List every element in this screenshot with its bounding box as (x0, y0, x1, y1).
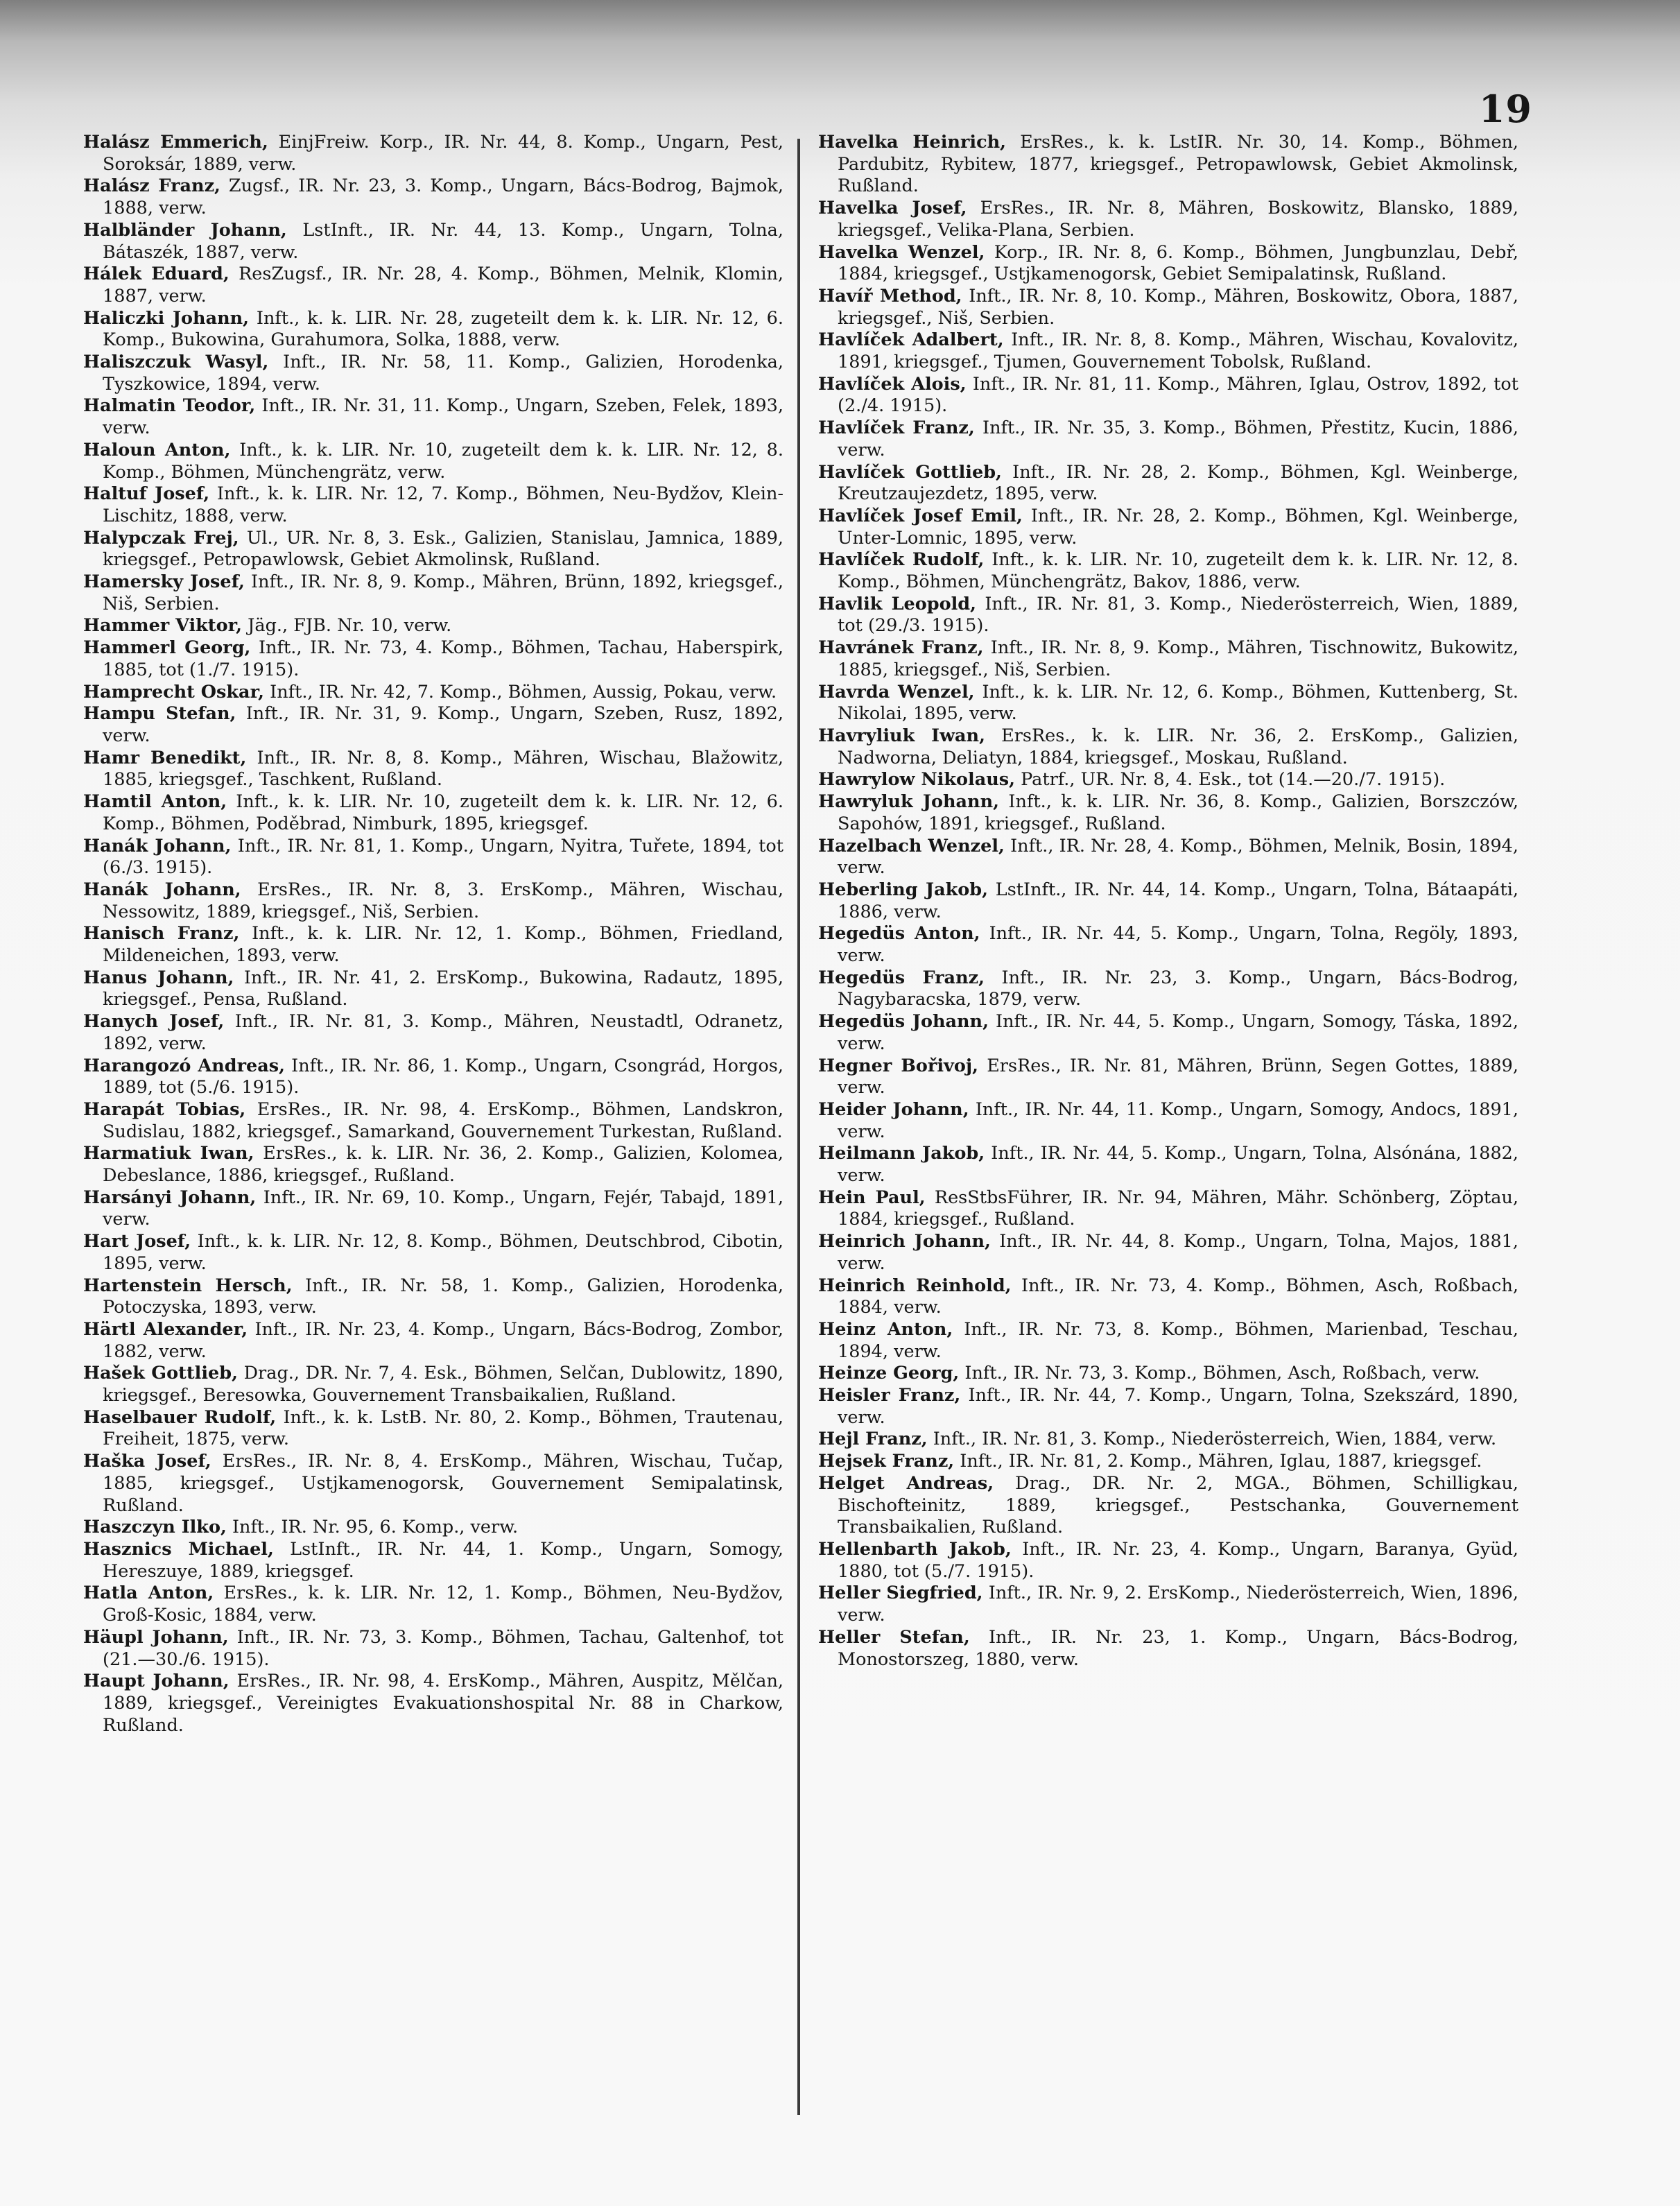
entry-name: Hanák Johann, (83, 879, 241, 900)
entry-details: Inft., k. k. LIR. Nr. 12, 1. Komp., Böhmen, Friedland, Mildeneichen, 1893, verw. (103, 923, 783, 967)
entry-details: Zugsf., IR. Nr. 23, 3. Komp., Ungarn, Bács-Bodrog, Bajmok, 1888, verw. (103, 175, 783, 219)
entry-name: Halbländer Johann, (83, 219, 287, 241)
entry-details: Inft., k. k. LIR. Nr. 12, 6. Komp., Böhmen, Kuttenberg, St. Nikolai, 1895, verw. (838, 681, 1518, 725)
entry-name: Havlíček Gottlieb, (818, 461, 1002, 483)
register-entry (818, 286, 1518, 329)
entry-details: Inft., IR. Nr. 23, 4. Komp., Ungarn, Baranya, Gyüd, 1880, tot (5./7. 1915). (838, 1539, 1518, 1582)
entry-name: Hegedüs Franz, (818, 967, 985, 988)
entry-name: Härtl Alexander, (83, 1318, 248, 1340)
register-entry (818, 836, 1518, 879)
entry-details: Inft., k. k. LIR. Nr. 36, 8. Komp., Galizien, Borszczów, Sapohów, 1891, kriegsgef., Rußland. (838, 791, 1518, 834)
register-entry (83, 1187, 783, 1231)
register-entry (83, 220, 783, 264)
entry-details: Inft., IR. Nr. 28, 2. Komp., Böhmen, Kgl. Weinberge, Unter-Lomnic, 1895, verw. (838, 505, 1519, 549)
register-entry (83, 1143, 783, 1187)
entry-details: Inft., IR. Nr. 81, 3. Komp., Niederösterreich, Wien, 1889, tot (29./3. 1915). (838, 593, 1518, 637)
register-entry (83, 615, 783, 637)
register-entry (818, 637, 1518, 681)
entry-name: Harapát Tobias, (83, 1098, 246, 1120)
entry-details: ErsRes., IR. Nr. 8, 3. ErsKomp., Mähren, Wischau, Nessowitz, 1889, kriegsgef., Niš, Serbien. (103, 879, 783, 922)
register-entry (818, 725, 1518, 769)
register-entry (83, 1231, 783, 1275)
register-entry (818, 1429, 1518, 1451)
entry-details: Inft., IR. Nr. 8, 10. Komp., Mähren, Boskowitz, Obora, 1887, kriegsgef., Niš, Serbien. (838, 285, 1518, 329)
entry-details: LstInft., IR. Nr. 44, 1. Komp., Ungarn, Somogy, Hereszuye, 1889, kriegsgef. (103, 1539, 784, 1582)
entry-name: Hein Paul, (818, 1187, 926, 1208)
register-entry (83, 1055, 783, 1099)
entry-details: Inft., IR. Nr. 8, 9. Komp., Mähren, Brünn, 1892, kriegsgef., Niš, Serbien. (103, 571, 783, 614)
page-number: 19 (1478, 87, 1532, 131)
entry-details: Inft., IR. Nr. 73, 3. Komp., Böhmen, Asch, Roßbach, verw. (959, 1363, 1480, 1384)
entry-name: Heinze Georg, (818, 1363, 960, 1384)
register-entry (83, 1319, 783, 1363)
entry-details: Inft., IR. Nr. 73, 4. Komp., Böhmen, Asch, Roßbach, 1884, verw. (838, 1275, 1518, 1318)
register-entry (818, 1275, 1518, 1319)
entry-details: Inft., IR. Nr. 44, 8. Komp., Ungarn, Tolna, Majos, 1881, verw. (838, 1231, 1518, 1274)
register-entry (83, 264, 783, 307)
register-entry (818, 791, 1518, 835)
entry-name: Hanák Johann, (83, 835, 232, 856)
entry-name: Hazelbach Wenzel, (818, 835, 1005, 856)
entry-details: Inft., IR. Nr. 81, 2. Komp., Mähren, Iglau, 1887, kriegsgef. (954, 1451, 1482, 1472)
register-entry (818, 506, 1518, 549)
entry-name: Halmatin Teodor, (83, 395, 256, 417)
entry-details: Inft., IR. Nr. 81, 1. Komp., Ungarn, Nyitra, Tuřete, 1894, tot (6./3. 1915). (103, 835, 783, 879)
entry-details: Inft., IR. Nr. 81, 11. Komp., Mähren, Iglau, Ostrov, 1892, tot (2./4. 1915). (838, 373, 1518, 417)
register-entry (818, 1099, 1518, 1143)
entry-details: Drag., DR. Nr. 2, MGA., Böhmen, Schilligkau, Bischofteinitz, 1889, kriegsgef., Pestschanka, Gouvernement Transbaikalien, Rußland. (838, 1472, 1518, 1538)
register-entry (818, 967, 1518, 1011)
entry-name: Hanych Josef, (83, 1011, 225, 1033)
entry-details: ErsRes., k. k. LstIR. Nr. 30, 14. Komp., Böhmen, Pardubitz, Rybitew, 1877, kriegsgef., Petropawlowsk, Gebiet Akmolinsk, Rußland. (838, 132, 1518, 197)
entry-details: Inft., IR. Nr. 31, 11. Komp., Ungarn, Szeben, Felek, 1893, verw. (103, 395, 783, 439)
register-entry (83, 1407, 783, 1451)
entry-name: Hegedüs Johann, (818, 1011, 989, 1033)
entry-details: Korp., IR. Nr. 8, 6. Komp., Böhmen, Jungbunzlau, Debř, 1884, kriegsgef., Ustjkamenogorsk, Gebiet Semipalatinsk, Rußland. (838, 241, 1518, 285)
entry-details: Inft., IR. Nr. 58, 1. Komp., Galizien, Horodenka, Potoczyska, 1893, verw. (103, 1275, 783, 1318)
entry-name: Heinz Anton, (818, 1318, 953, 1340)
entry-name: Heider Johann, (818, 1098, 969, 1120)
register-entry (83, 637, 783, 681)
entry-details: Inft., IR. Nr. 23, 1. Komp., Ungarn, Bács-Bodrog, Monostorszeg, 1880, verw. (838, 1626, 1518, 1670)
register-entry (83, 1451, 783, 1517)
entry-name: Haltuf Josef, (83, 483, 210, 505)
register-entry (818, 594, 1518, 637)
entry-details: Inft., IR. Nr. 28, 4. Komp., Böhmen, Melnik, Bosin, 1894, verw. (838, 835, 1518, 879)
register-entry (818, 769, 1518, 791)
entry-name: Häupl Johann, (83, 1626, 229, 1648)
register-entry (818, 1473, 1518, 1539)
register-entry (83, 923, 783, 967)
register-entry (83, 395, 783, 439)
entry-details: ErsRes., k. k. LIR. Nr. 36, 2. Komp., Galizien, Kolomea, Debeslance, 1886, kriegsgef., Rußland. (103, 1143, 783, 1187)
register-entry (818, 1627, 1518, 1671)
entry-details: ErsRes., k. k. LIR. Nr. 12, 1. Komp., Böhmen, Neu-Bydžov, Groß-Kosic, 1884, verw. (103, 1583, 783, 1626)
entry-name: Hart Josef, (83, 1231, 191, 1252)
entry-details: Inft., IR. Nr. 44, 7. Komp., Ungarn, Tolna, Szekszárd, 1890, verw. (838, 1385, 1518, 1428)
entry-name: Heinrich Johann, (818, 1231, 991, 1252)
register-entry (818, 462, 1518, 506)
register-entry (818, 1583, 1518, 1626)
register-entry (83, 967, 783, 1011)
entry-details: Inft., IR. Nr. 81, 3. Komp., Niederösterreich, Wien, 1884, verw. (927, 1429, 1497, 1450)
entry-details: Inft., IR. Nr. 73, 8. Komp., Böhmen, Marienbad, Teschau, 1894, verw. (838, 1318, 1518, 1362)
entry-name: Hamtil Anton, (83, 791, 227, 813)
entry-details: Inft., IR. Nr. 44, 5. Komp., Ungarn, Tolna, Alsónána, 1882, verw. (838, 1143, 1518, 1187)
entry-name: Halász Emmerich, (83, 132, 268, 153)
register-entry (83, 175, 783, 219)
entry-details: Inft., IR. Nr. 69, 10. Komp., Ungarn, Fejér, Tabajd, 1891, verw. (103, 1187, 784, 1230)
entry-name: Heberling Jakob, (818, 879, 989, 900)
entry-details: Inft., IR. Nr. 73, 4. Komp., Böhmen, Tachau, Haberspirk, 1885, tot (1./7. 1915). (103, 637, 783, 680)
entry-details: Inft., k. k. LIR. Nr. 12, 8. Komp., Böhmen, Deutschbrod, Cibotin, 1895, verw. (103, 1231, 783, 1274)
entry-details: Inft., IR. Nr. 41, 2. ErsKomp., Bukowina, Radautz, 1895, kriegsgef., Pensa, Rußland. (103, 967, 783, 1010)
entry-details: Inft., IR. Nr. 86, 1. Komp., Ungarn, Csongrád, Horgos, 1889, tot (5./6. 1915). (103, 1055, 783, 1098)
register-entry (818, 923, 1518, 967)
entry-details: ErsRes., IR. Nr. 98, 4. ErsKomp., Mähren, Auspitz, Mělčan, 1889, kriegsgef., Vereinigtes Evakuationshospital Nr. 88 in Charkow, Rußland. (103, 1671, 783, 1736)
register-entry (818, 1011, 1518, 1055)
register-entry (818, 1539, 1518, 1583)
register-entry (83, 571, 783, 615)
register-entry (83, 1275, 783, 1319)
entry-name: Hawrylow Nikolaus, (818, 769, 1015, 791)
entry-name: Havlíček Adalbert, (818, 329, 1004, 351)
entry-details: Inft., IR. Nr. 23, 4. Komp., Ungarn, Bács-Bodrog, Zombor, 1882, verw. (103, 1318, 783, 1362)
entry-details: Inft., IR. Nr. 95, 6. Komp., verw. (226, 1517, 519, 1538)
entry-name: Heller Stefan, (818, 1626, 970, 1648)
register-entry (83, 1583, 783, 1626)
register-entry (818, 1363, 1518, 1385)
entry-name: Hamprecht Oskar, (83, 681, 265, 703)
entry-name: Haliszczuk Wasyl, (83, 352, 269, 373)
entry-name: Heilmann Jakob, (818, 1143, 985, 1164)
register-entry (818, 682, 1518, 725)
entry-details: Inft., IR. Nr. 44, 5. Komp., Ungarn, Tolna, Regöly, 1893, verw. (838, 923, 1518, 967)
entry-details: Inft., IR. Nr. 44, 5. Komp., Ungarn, Somogy, Táska, 1892, verw. (838, 1011, 1518, 1054)
entry-name: Haupt Johann, (83, 1671, 230, 1692)
entry-name: Halypczak Frej, (83, 527, 239, 549)
register-entry (83, 1627, 783, 1671)
entry-details: Inft., IR. Nr. 35, 3. Komp., Böhmen, Přestitz, Kucin, 1886, verw. (838, 417, 1518, 460)
entry-name: Halász Franz, (83, 175, 220, 197)
register-entry (818, 132, 1518, 198)
entry-name: Hawryluk Johann, (818, 791, 999, 813)
register-entry (83, 1671, 783, 1737)
entry-name: Havryliuk Iwan, (818, 725, 985, 746)
register-entry (818, 242, 1518, 286)
entry-details: ErsRes., k. k. LIR. Nr. 36, 2. ErsKomp., Galizien, Nadworna, Deliatyn, 1884, kriegsgef., Moskau, Rußland. (838, 725, 1519, 768)
entry-name: Havelka Wenzel, (818, 241, 985, 263)
entry-name: Heinrich Reinhold, (818, 1275, 1012, 1296)
entry-details: Inft., k. k. LIR. Nr. 28, zugeteilt dem k. k. LIR. Nr. 12, 6. Komp., Bukowina, Gurahumora, Solka, 1888, verw. (103, 307, 784, 351)
entry-details: Inft., IR. Nr. 44, 11. Komp., Ungarn, Somogy, Andocs, 1891, verw. (838, 1098, 1518, 1142)
entry-name: Havlik Leopold, (818, 593, 976, 614)
entry-name: Havlíček Rudolf, (818, 549, 985, 571)
entry-details: Inft., k. k. LIR. Nr. 12, 7. Komp., Böhmen, Neu-Bydžov, Klein-Lischitz, 1888, verw. (103, 483, 783, 526)
register-entry (83, 748, 783, 791)
left-column (83, 132, 783, 1737)
entry-name: Hegner Bořivoj, (818, 1055, 978, 1076)
register-entry (818, 1055, 1518, 1099)
register-entry (83, 528, 783, 571)
register-entry (818, 1319, 1518, 1363)
entry-name: Haloun Anton, (83, 439, 231, 460)
entry-name: Haška Josef, (83, 1451, 211, 1472)
register-entry (818, 1187, 1518, 1231)
entry-name: Harmatiuk Iwan, (83, 1143, 254, 1164)
entry-details: Inft., IR. Nr. 42, 7. Komp., Böhmen, Aussig, Pokau, verw. (264, 681, 777, 703)
entry-name: Helget Andreas, (818, 1472, 994, 1494)
register-entry (83, 682, 783, 704)
entry-name: Havelka Josef, (818, 198, 967, 219)
entry-details: LstInft., IR. Nr. 44, 14. Komp., Ungarn, Tolna, Bátaapáti, 1886, verw. (838, 879, 1518, 922)
register-entry (83, 703, 783, 747)
entry-details: Jäg., FJB. Nr. 10, verw. (242, 615, 452, 637)
entry-details: Inft., k. k. LstB. Nr. 80, 2. Komp., Böhmen, Trautenau, Freiheit, 1875, verw. (103, 1406, 783, 1450)
entry-name: Heller Siegfried, (818, 1583, 983, 1604)
entry-name: Hejsek Franz, (818, 1451, 955, 1472)
register-entry (83, 440, 783, 483)
entry-details: Inft., IR. Nr. 23, 3. Komp., Ungarn, Bács-Bodrog, Nagybaracska, 1879, verw. (838, 967, 1518, 1010)
entry-details: Inft., IR. Nr. 81, 3. Komp., Mähren, Neustadtl, Odranetz, 1892, verw. (103, 1011, 784, 1054)
entry-details: Inft., IR. Nr. 8, 9. Komp., Mähren, Tischnowitz, Bukowitz, 1885, kriegsgef., Niš, Serbien. (838, 637, 1518, 680)
entry-name: Hammer Viktor, (83, 615, 243, 637)
register-entry (818, 374, 1518, 417)
register-entry (818, 1143, 1518, 1187)
entry-name: Havíř Method, (818, 285, 962, 307)
entry-details: Inft., IR. Nr. 28, 2. Komp., Böhmen, Kgl. Weinberge, Kreutzaujezdetz, 1895, verw. (838, 461, 1518, 505)
entry-details: Inft., IR. Nr. 58, 11. Komp., Galizien, Horodenka, Tyszkowice, 1894, verw. (103, 352, 783, 395)
entry-details: ErsRes., IR. Nr. 8, Mähren, Boskowitz, Blansko, 1889, kriegsgef., Velika-Plana, Serbien. (838, 198, 1518, 241)
entry-details: Ul., UR. Nr. 8, 3. Esk., Galizien, Stanislau, Jamnica, 1889, kriegsgef., Petropawlowsk, Gebiet Akmolinsk, Rußland. (103, 527, 783, 571)
entry-name: Heisler Franz, (818, 1385, 961, 1406)
entry-name: Hasznics Michael, (83, 1539, 274, 1560)
register-entry (83, 1363, 783, 1406)
register-entry (83, 483, 783, 527)
entry-details: Inft., k. k. LIR. Nr. 10, zugeteilt dem k. k. LIR. Nr. 12, 6. Komp., Böhmen, Poděbrad, Nimburk, 1895, kriegsgef. (103, 791, 783, 834)
entry-name: Hampu Stefan, (83, 703, 236, 725)
entry-details: LstInft., IR. Nr. 44, 13. Komp., Ungarn, Tolna, Bátaszék, 1887, verw. (103, 219, 783, 263)
register-entry (83, 132, 783, 175)
register-entry (83, 1011, 783, 1055)
entry-details: ErsRes., IR. Nr. 98, 4. ErsKomp., Böhmen, Landskron, Sudislau, 1882, kriegsgef., Samarkand, Gouvernement Turkestan, Rußland. (103, 1098, 783, 1142)
entry-details: ErsRes., IR. Nr. 8, 4. ErsKomp., Mähren, Wischau, Tučap, 1885, kriegsgef., Ustjkamenogorsk, Gouvernement Semipalatinsk, Rußland. (103, 1451, 783, 1516)
entry-details: Patrf., UR. Nr. 8, 4. Esk., tot (14.—20./7. 1915). (1015, 769, 1446, 791)
entry-details: Inft., IR. Nr. 9, 2. ErsKomp., Niederösterreich, Wien, 1896, verw. (838, 1583, 1518, 1626)
entry-name: Hartenstein Hersch, (83, 1275, 293, 1296)
register-entry (818, 329, 1518, 373)
register-entry (83, 1517, 783, 1539)
register-entry (818, 417, 1518, 461)
entry-name: Hejl Franz, (818, 1429, 928, 1450)
entry-details: Inft., IR. Nr. 73, 3. Komp., Böhmen, Tachau, Galtenhof, tot (21.—30./6. 1915). (103, 1626, 783, 1670)
right-column (818, 132, 1518, 1671)
register-entry (83, 1099, 783, 1143)
entry-details: Inft., k. k. LIR. Nr. 10, zugeteilt dem k. k. LIR. Nr. 12, 8. Komp., Böhmen, Münchengrätz, verw. (103, 439, 783, 483)
entry-name: Havelka Heinrich, (818, 132, 1007, 153)
entry-name: Havlíček Franz, (818, 417, 975, 439)
entry-name: Hamersky Josef, (83, 571, 245, 593)
register-entry (818, 1451, 1518, 1473)
entry-name: Havránek Franz, (818, 637, 984, 659)
entry-name: Hašek Gottlieb, (83, 1363, 238, 1384)
entry-name: Havrda Wenzel, (818, 681, 975, 703)
entry-details: ResZugsf., IR. Nr. 28, 4. Komp., Böhmen, Melnik, Klomin, 1887, verw. (103, 264, 783, 307)
entry-details: ResStbsFührer, IR. Nr. 94, Mähren, Mähr. Schönberg, Zöptau, 1884, kriegsgef., Rußland. (838, 1187, 1519, 1230)
entry-name: Havlíček Alois, (818, 373, 967, 395)
entry-name: Haszczyn Ilko, (83, 1517, 227, 1538)
entry-name: Hálek Eduard, (83, 264, 230, 285)
register-entry (83, 1539, 783, 1583)
register-entry (83, 308, 783, 352)
entry-details: Inft., IR. Nr. 8, 8. Komp., Mähren, Wischau, Blažowitz, 1885, kriegsgef., Taschkent, Rußland. (103, 747, 783, 791)
register-entry (83, 791, 783, 835)
entry-details: EinjFreiw. Korp., IR. Nr. 44, 8. Komp., Ungarn, Pest, Soroksár, 1889, verw. (103, 132, 784, 175)
register-entry (818, 879, 1518, 923)
entry-name: Havlíček Josef Emil, (818, 505, 1023, 526)
entry-name: Hanisch Franz, (83, 923, 240, 945)
register-entry (818, 1385, 1518, 1429)
entry-name: Hammerl Georg, (83, 637, 251, 659)
entry-name: Hatla Anton, (83, 1583, 214, 1604)
register-entry (83, 836, 783, 879)
register-entry (818, 549, 1518, 593)
register-entry (818, 1231, 1518, 1275)
entry-name: Harsányi Johann, (83, 1187, 257, 1208)
entry-details: Inft., IR. Nr. 31, 9. Komp., Ungarn, Szeben, Rusz, 1892, verw. (103, 703, 783, 746)
entry-name: Haselbauer Rudolf, (83, 1406, 277, 1428)
register-entry (83, 879, 783, 923)
entry-details: Drag., DR. Nr. 7, 4. Esk., Böhmen, Selčan, Dublowitz, 1890, kriegsgef., Beresowka, Gouvernement Transbaikalien, Rußland. (103, 1363, 784, 1406)
entry-name: Hamr Benedikt, (83, 747, 247, 768)
entry-name: Hellenbarth Jakob, (818, 1539, 1012, 1560)
entry-name: Haliczki Johann, (83, 307, 250, 329)
entry-details: ErsRes., IR. Nr. 81, Mähren, Brünn, Segen Gottes, 1889, verw. (838, 1055, 1518, 1098)
entry-details: Inft., IR. Nr. 8, 8. Komp., Mähren, Wischau, Kovalovitz, 1891, kriegsgef., Tjumen, Gouvernement Tobolsk, Rußland. (838, 329, 1518, 373)
column-divider (797, 139, 800, 2115)
register-entry (818, 198, 1518, 241)
entry-name: Harangozó Andreas, (83, 1055, 285, 1076)
entry-details: Inft., k. k. LIR. Nr. 10, zugeteilt dem k. k. LIR. Nr. 12, 8. Komp., Böhmen, Münchengrätz, Bakov, 1886, verw. (838, 549, 1518, 593)
entry-name: Hegedüs Anton, (818, 923, 980, 945)
entry-name: Hanus Johann, (83, 967, 234, 988)
register-entry (83, 352, 783, 395)
